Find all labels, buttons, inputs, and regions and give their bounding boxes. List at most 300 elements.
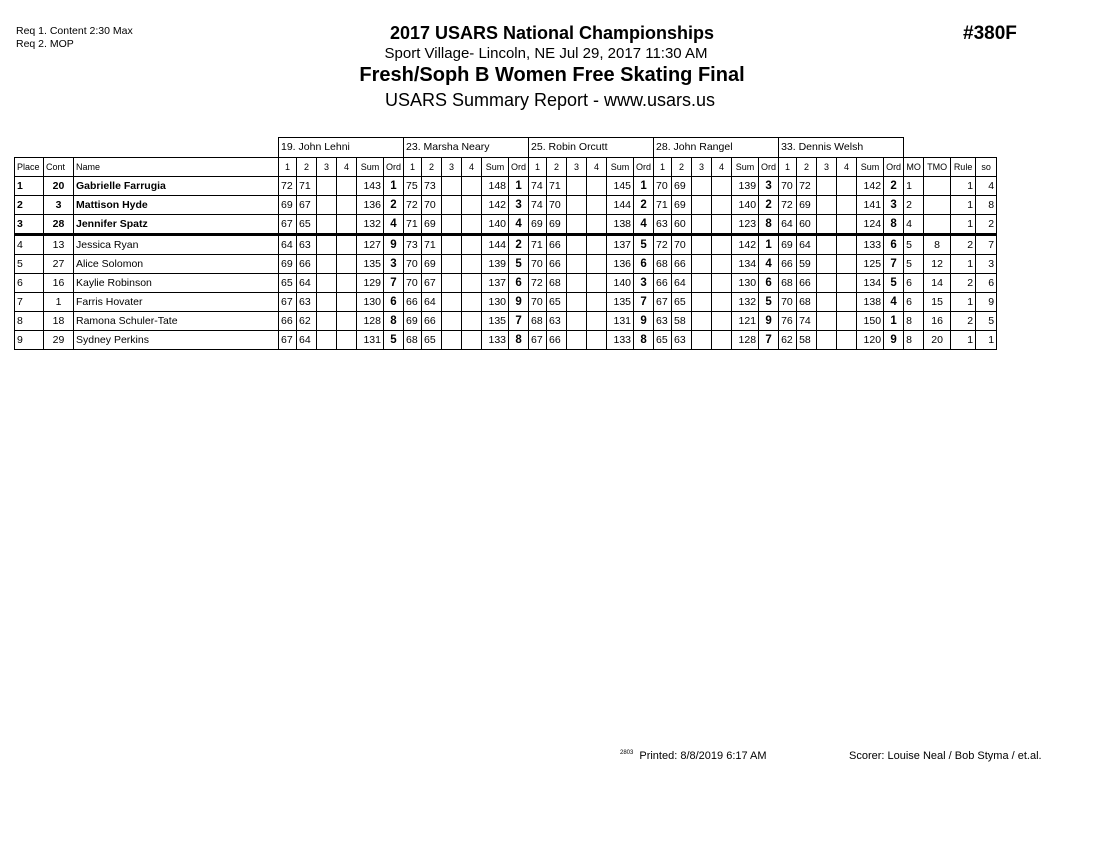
cont-cell: 20 (44, 177, 74, 196)
sum-cell: 142 (482, 196, 509, 215)
ord-cell: 7 (884, 255, 904, 274)
score-4 (337, 255, 357, 274)
score-col-header: 3 (692, 158, 712, 177)
sum-cell: 150 (857, 312, 884, 331)
score-col-header: 4 (337, 158, 357, 177)
sum-cell: 133 (482, 331, 509, 350)
so-cell: 7 (976, 235, 997, 255)
tmo-header: TMO (924, 158, 951, 177)
score-col-header: 4 (837, 158, 857, 177)
score-col-header: 2 (672, 158, 692, 177)
mo-cell: 8 (904, 331, 924, 350)
score-1: 63 (654, 215, 672, 235)
score-4 (837, 331, 857, 350)
score-4 (837, 274, 857, 293)
sum-cell: 133 (607, 331, 634, 350)
score-4 (712, 274, 732, 293)
ord-cell: 6 (634, 255, 654, 274)
score-1: 70 (529, 255, 547, 274)
score-1: 71 (654, 196, 672, 215)
score-2: 69 (672, 196, 692, 215)
score-2: 66 (547, 235, 567, 255)
column-header-row (15, 158, 997, 177)
sum-cell: 120 (857, 331, 884, 350)
sum-cell: 135 (482, 312, 509, 331)
sum-cell: 140 (482, 215, 509, 235)
score-col-header: 4 (587, 158, 607, 177)
score-4 (712, 255, 732, 274)
score-1: 65 (279, 274, 297, 293)
ord-cell: 8 (384, 312, 404, 331)
table-row (15, 196, 997, 215)
sum-cell: 132 (732, 293, 759, 312)
cont-cell: 16 (44, 274, 74, 293)
ord-cell: 2 (509, 235, 529, 255)
table-row (15, 215, 997, 235)
ord-cell: 6 (509, 274, 529, 293)
ord-cell: 5 (759, 293, 779, 312)
ord-cell: 9 (884, 331, 904, 350)
score-2: 67 (422, 274, 442, 293)
printed-date: Printed: 8/8/2019 6:17 AM (639, 750, 767, 762)
mo-cell: 2 (904, 196, 924, 215)
score-3 (567, 331, 587, 350)
score-2: 67 (297, 196, 317, 215)
sum-cell: 125 (857, 255, 884, 274)
ord-cell: 8 (634, 331, 654, 350)
score-1: 70 (404, 255, 422, 274)
score-4 (337, 196, 357, 215)
judge-name: 28. John Rangel (654, 138, 779, 158)
sum-cell: 135 (607, 293, 634, 312)
score-1: 69 (279, 196, 297, 215)
score-4 (587, 235, 607, 255)
score-3 (442, 235, 462, 255)
skater-name: Farris Hovater (74, 293, 279, 312)
score-col-header: 4 (462, 158, 482, 177)
score-4 (712, 177, 732, 196)
score-4 (337, 293, 357, 312)
score-4 (462, 255, 482, 274)
score-3 (567, 196, 587, 215)
so-cell: 2 (976, 215, 997, 235)
score-2: 62 (297, 312, 317, 331)
rule-cell: 2 (951, 235, 976, 255)
place-cell: 9 (15, 331, 44, 350)
score-4 (462, 177, 482, 196)
score-1: 67 (279, 331, 297, 350)
score-2: 71 (547, 177, 567, 196)
score-1: 71 (404, 215, 422, 235)
table-row (15, 255, 997, 274)
place-cell: 5 (15, 255, 44, 274)
score-4 (837, 215, 857, 235)
rule-cell: 2 (951, 274, 976, 293)
tmo-cell: 14 (924, 274, 951, 293)
score-col-header: 2 (797, 158, 817, 177)
score-4 (712, 293, 732, 312)
ord-cell: 5 (509, 255, 529, 274)
mo-cell: 4 (904, 215, 924, 235)
sum-cell: 121 (732, 312, 759, 331)
ord-cell: 4 (384, 215, 404, 235)
score-2: 64 (297, 331, 317, 350)
score-2: 66 (672, 255, 692, 274)
score-3 (567, 177, 587, 196)
tmo-cell (924, 177, 951, 196)
ord-header: Ord (509, 158, 529, 177)
score-2: 69 (797, 196, 817, 215)
score-3 (692, 255, 712, 274)
score-2: 73 (422, 177, 442, 196)
score-4 (462, 331, 482, 350)
ord-cell: 7 (384, 274, 404, 293)
score-2: 65 (422, 331, 442, 350)
score-col-header: 1 (654, 158, 672, 177)
sum-cell: 148 (482, 177, 509, 196)
score-4 (712, 215, 732, 235)
sum-cell: 143 (357, 177, 384, 196)
score-2: 63 (297, 293, 317, 312)
score-3 (567, 293, 587, 312)
score-1: 70 (779, 177, 797, 196)
judge-name: 23. Marsha Neary (404, 138, 529, 158)
score-3 (317, 274, 337, 293)
cont-cell: 1 (44, 293, 74, 312)
score-1: 67 (529, 331, 547, 350)
sum-cell: 139 (732, 177, 759, 196)
ord-cell: 9 (759, 312, 779, 331)
score-4 (462, 274, 482, 293)
tmo-cell: 12 (924, 255, 951, 274)
place-cell: 8 (15, 312, 44, 331)
sum-cell: 128 (357, 312, 384, 331)
mo-cell: 1 (904, 177, 924, 196)
rule-cell: 2 (951, 312, 976, 331)
score-4 (712, 331, 732, 350)
score-3 (817, 331, 837, 350)
so-header: so (976, 158, 997, 177)
sum-cell: 138 (607, 215, 634, 235)
cont-cell: 3 (44, 196, 74, 215)
printed-info (620, 750, 767, 762)
mo-cell: 8 (904, 312, 924, 331)
score-4 (712, 312, 732, 331)
report-title: 2017 USARS National Championships (389, 23, 715, 43)
score-2: 65 (672, 293, 692, 312)
ord-cell: 7 (634, 293, 654, 312)
skater-name: Gabrielle Farrugia (74, 177, 279, 196)
table-row (15, 331, 997, 350)
score-2: 68 (797, 293, 817, 312)
rule-cell: 1 (951, 255, 976, 274)
score-1: 67 (279, 215, 297, 235)
report-line: USARS Summary Report - www.usars.us (384, 90, 716, 110)
cont-cell: 29 (44, 331, 74, 350)
score-4 (587, 177, 607, 196)
score-4 (712, 196, 732, 215)
score-4 (462, 312, 482, 331)
sum-cell: 139 (482, 255, 509, 274)
score-2: 63 (297, 235, 317, 255)
ord-cell: 3 (509, 196, 529, 215)
ord-cell: 2 (634, 196, 654, 215)
score-col-header: 3 (442, 158, 462, 177)
sum-cell: 133 (857, 235, 884, 255)
score-col-header: 3 (317, 158, 337, 177)
score-2: 69 (422, 215, 442, 235)
score-4 (587, 331, 607, 350)
score-4 (337, 215, 357, 235)
so-cell: 8 (976, 196, 997, 215)
score-1: 67 (654, 293, 672, 312)
ord-cell: 3 (384, 255, 404, 274)
score-3 (817, 177, 837, 196)
skater-name: Mattison Hyde (74, 196, 279, 215)
ord-header: Ord (884, 158, 904, 177)
score-3 (317, 331, 337, 350)
score-4 (337, 177, 357, 196)
score-2: 66 (297, 255, 317, 274)
score-1: 69 (529, 215, 547, 235)
score-col-header: 1 (279, 158, 297, 177)
score-3 (817, 235, 837, 255)
sum-cell: 137 (482, 274, 509, 293)
score-1: 68 (779, 274, 797, 293)
ord-cell: 4 (509, 215, 529, 235)
sum-cell: 129 (357, 274, 384, 293)
score-col-header: 1 (529, 158, 547, 177)
score-4 (587, 293, 607, 312)
ord-cell: 7 (759, 331, 779, 350)
sum-header: Sum (482, 158, 509, 177)
score-1: 70 (779, 293, 797, 312)
score-3 (442, 196, 462, 215)
score-3 (317, 215, 337, 235)
score-2: 74 (797, 312, 817, 331)
sum-header: Sum (357, 158, 384, 177)
requirement-2: Req 2. MOP (16, 38, 74, 50)
score-col-header: 2 (297, 158, 317, 177)
ord-cell: 8 (884, 215, 904, 235)
sum-cell: 130 (732, 274, 759, 293)
tmo-cell: 8 (924, 235, 951, 255)
score-3 (567, 255, 587, 274)
results-table (14, 137, 997, 350)
ord-cell: 9 (634, 312, 654, 331)
so-cell: 6 (976, 274, 997, 293)
score-1: 73 (404, 235, 422, 255)
name-header: Name (74, 158, 279, 177)
ord-cell: 5 (384, 331, 404, 350)
score-2: 66 (797, 274, 817, 293)
score-1: 64 (779, 215, 797, 235)
score-2: 64 (422, 293, 442, 312)
score-1: 72 (529, 274, 547, 293)
place-cell: 2 (15, 196, 44, 215)
sum-cell: 144 (607, 196, 634, 215)
judge-name: 33. Dennis Welsh (779, 138, 904, 158)
score-1: 76 (779, 312, 797, 331)
score-1: 62 (779, 331, 797, 350)
sum-cell: 130 (482, 293, 509, 312)
so-cell: 3 (976, 255, 997, 274)
cont-header: Cont (44, 158, 74, 177)
score-4 (587, 274, 607, 293)
score-1: 64 (279, 235, 297, 255)
score-3 (442, 177, 462, 196)
mo-header: MO (904, 158, 924, 177)
ord-cell: 9 (384, 235, 404, 255)
score-1: 66 (779, 255, 797, 274)
score-2: 64 (797, 235, 817, 255)
sum-cell: 144 (482, 235, 509, 255)
score-3 (317, 196, 337, 215)
score-2: 66 (547, 331, 567, 350)
score-3 (567, 235, 587, 255)
score-3 (442, 255, 462, 274)
score-2: 70 (672, 235, 692, 255)
score-3 (692, 274, 712, 293)
score-3 (317, 177, 337, 196)
ord-cell: 1 (384, 177, 404, 196)
score-3 (817, 215, 837, 235)
score-3 (692, 177, 712, 196)
score-4 (837, 312, 857, 331)
sum-cell: 131 (607, 312, 634, 331)
blank-cell (15, 138, 279, 158)
ord-cell: 6 (759, 274, 779, 293)
score-1: 66 (654, 274, 672, 293)
ord-header: Ord (384, 158, 404, 177)
score-3 (817, 196, 837, 215)
sum-cell: 132 (357, 215, 384, 235)
skater-name: Alice Solomon (74, 255, 279, 274)
sum-cell: 142 (857, 177, 884, 196)
ord-cell: 1 (759, 235, 779, 255)
place-cell: 3 (15, 215, 44, 235)
so-cell: 9 (976, 293, 997, 312)
score-3 (317, 312, 337, 331)
table-row (15, 235, 997, 255)
blank-cell (904, 138, 997, 158)
score-2: 60 (672, 215, 692, 235)
sum-header: Sum (857, 158, 884, 177)
requirements (16, 25, 133, 51)
score-2: 58 (797, 331, 817, 350)
skater-name: Kaylie Robinson (74, 274, 279, 293)
score-1: 69 (779, 235, 797, 255)
judge-name: 19. John Lehni (279, 138, 404, 158)
score-1: 72 (404, 196, 422, 215)
score-col-header: 3 (567, 158, 587, 177)
score-4 (837, 177, 857, 196)
score-3 (817, 312, 837, 331)
skater-name: Sydney Perkins (74, 331, 279, 350)
score-4 (337, 331, 357, 350)
place-header: Place (15, 158, 44, 177)
event-name: Fresh/Soph B Women Free Skating Final (359, 64, 745, 86)
score-2: 69 (422, 255, 442, 274)
score-2: 59 (797, 255, 817, 274)
score-4 (462, 215, 482, 235)
score-1: 69 (404, 312, 422, 331)
ord-cell: 8 (759, 215, 779, 235)
sum-cell: 131 (357, 331, 384, 350)
score-col-header: 1 (779, 158, 797, 177)
score-1: 68 (529, 312, 547, 331)
rule-cell: 1 (951, 331, 976, 350)
sum-cell: 127 (357, 235, 384, 255)
sum-header: Sum (732, 158, 759, 177)
score-3 (692, 331, 712, 350)
so-cell: 1 (976, 331, 997, 350)
mo-cell: 6 (904, 293, 924, 312)
score-1: 67 (279, 293, 297, 312)
cont-cell: 13 (44, 235, 74, 255)
score-3 (317, 255, 337, 274)
sum-cell: 135 (357, 255, 384, 274)
ord-cell: 1 (509, 177, 529, 196)
sum-cell: 130 (357, 293, 384, 312)
requirement-1: Req 1. Content 2:30 Max (16, 25, 133, 37)
score-1: 70 (404, 274, 422, 293)
score-4 (837, 196, 857, 215)
score-2: 63 (672, 331, 692, 350)
score-1: 68 (404, 331, 422, 350)
score-3 (442, 312, 462, 331)
mo-cell: 5 (904, 255, 924, 274)
score-1: 71 (529, 235, 547, 255)
table-row (15, 312, 997, 331)
tmo-cell: 16 (924, 312, 951, 331)
score-4 (587, 312, 607, 331)
score-1: 66 (279, 312, 297, 331)
score-4 (462, 293, 482, 312)
place-cell: 4 (15, 235, 44, 255)
tmo-cell (924, 196, 951, 215)
score-4 (462, 235, 482, 255)
ord-cell: 6 (884, 235, 904, 255)
sum-cell: 123 (732, 215, 759, 235)
venue-line: Sport Village- Lincoln, NE Jul 29, 2017 11:30 AM (384, 45, 708, 62)
ord-cell: 2 (384, 196, 404, 215)
score-1: 72 (279, 177, 297, 196)
tmo-cell: 15 (924, 293, 951, 312)
score-2: 71 (422, 235, 442, 255)
sum-cell: 142 (732, 235, 759, 255)
sum-cell: 140 (607, 274, 634, 293)
score-1: 63 (654, 312, 672, 331)
judge-name: 25. Robin Orcutt (529, 138, 654, 158)
sum-cell: 136 (357, 196, 384, 215)
score-3 (567, 274, 587, 293)
score-4 (587, 255, 607, 274)
ord-cell: 1 (884, 312, 904, 331)
score-3 (692, 235, 712, 255)
judges-header-row (15, 138, 997, 158)
score-3 (567, 312, 587, 331)
score-2: 70 (547, 196, 567, 215)
score-1: 75 (404, 177, 422, 196)
score-3 (817, 293, 837, 312)
ord-cell: 9 (509, 293, 529, 312)
score-2: 65 (297, 215, 317, 235)
rule-cell: 1 (951, 293, 976, 312)
sum-cell: 141 (857, 196, 884, 215)
score-1: 66 (404, 293, 422, 312)
ord-cell: 5 (634, 235, 654, 255)
